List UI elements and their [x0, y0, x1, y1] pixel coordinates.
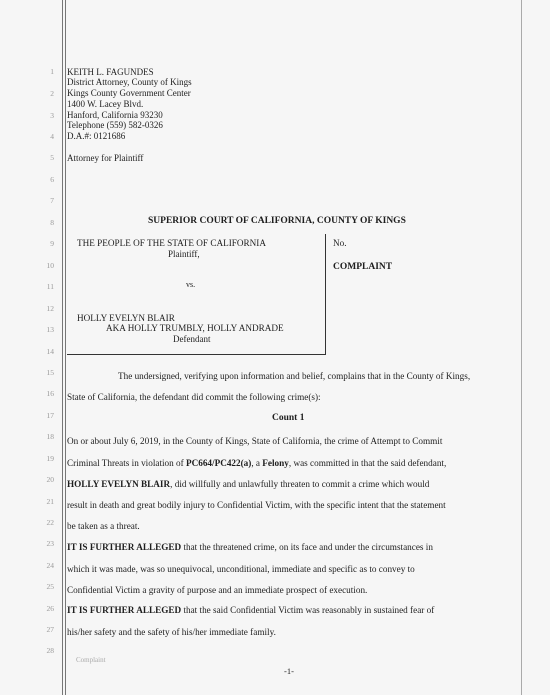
attorney-office: Kings County Government Center	[67, 88, 191, 98]
attorney-name: KEITH L. FAGUNDES	[67, 67, 154, 77]
line-number: 14	[46, 347, 54, 356]
caption-vs: vs.	[186, 280, 196, 289]
line-number: 5	[50, 153, 54, 162]
line-number: 21	[46, 497, 54, 506]
case-number-label: No.	[333, 238, 347, 248]
line-number: 9	[50, 239, 54, 248]
caption-defendant-label: Defendant	[173, 334, 211, 344]
count-line-5: be taken as a threat.	[67, 521, 140, 531]
attorney-title: District Attorney, County of Kings	[67, 77, 192, 87]
caption-aka: AKA HOLLY TRUMBLY, HOLLY ANDRADE	[106, 323, 284, 333]
caption-plaintiff-label: Plaintiff,	[168, 249, 200, 259]
penal-code: PC664/PC422(a)	[186, 458, 252, 468]
line-number: 10	[46, 261, 54, 270]
line-number: 12	[46, 304, 54, 313]
line-number: 19	[46, 454, 54, 463]
alleged-1-line-1: IT IS FURTHER ALLEGED that the threatened crime, on its face and under the circumstances in	[67, 542, 433, 552]
line-number: 11	[46, 282, 54, 291]
line-number: 22	[46, 518, 54, 527]
defendant-name: HOLLY EVELYN BLAIR	[67, 479, 171, 489]
line-number: 27	[46, 625, 54, 634]
right-margin-rule	[521, 0, 522, 695]
line-number: 17	[46, 411, 54, 420]
alleged-2-line-1: IT IS FURTHER ALLEGED that the said Confidential Victim was reasonably in sustained fear of	[67, 605, 435, 615]
count-line-2: Criminal Threats in violation of PC664/PC422(a), a Felony, was committed in that the said defendant,	[67, 458, 447, 468]
line-number: 1	[50, 67, 54, 76]
line-number: 25	[46, 582, 54, 591]
line-number: 20	[46, 475, 54, 484]
line-number: 28	[46, 646, 54, 655]
line-number: 6	[50, 175, 54, 184]
attorney-role: Attorney for Plaintiff	[67, 153, 144, 163]
left-margin-rule	[62, 0, 63, 695]
caption-defendant: HOLLY EVELYN BLAIR	[77, 313, 175, 323]
alleged-lead: IT IS FURTHER ALLEGED	[67, 542, 182, 552]
page-number: -1-	[284, 666, 294, 676]
count-heading: Count 1	[272, 413, 305, 423]
count-line-3: HOLLY EVELYN BLAIR, did willfully and unlawfully threaten to commit a crime which would	[67, 479, 430, 489]
court-title: SUPERIOR COURT OF CALIFORNIA, COUNTY OF KINGS	[148, 216, 406, 226]
offense-class: Felony	[262, 458, 289, 468]
left-margin-rule-inner	[65, 0, 66, 695]
caption-plaintiff: THE PEOPLE OF THE STATE OF CALIFORNIA	[77, 238, 266, 248]
line-number: 16	[46, 389, 54, 398]
line-number: 15	[46, 368, 54, 377]
line-number: 23	[46, 539, 54, 548]
attorney-da-number: D.A.#: 0121686	[67, 131, 126, 141]
line-number: 2	[50, 89, 54, 98]
footer-label: Complaint	[76, 656, 106, 664]
alleged-lead: IT IS FURTHER ALLEGED	[67, 605, 182, 615]
attorney-city: Hanford, California 93230	[67, 110, 163, 120]
line-number: 18	[46, 432, 54, 441]
alleged-1-line-3: Confidential Victim a gravity of purpose and an immediate prospect of execution.	[67, 585, 368, 595]
intro-line-1: The undersigned, verifying upon information and belief, complains that in the County of Kings,	[118, 371, 471, 381]
line-number: 4	[50, 132, 54, 141]
line-number: 3	[50, 111, 54, 120]
alleged-2-line-2: his/her safety and the safety of his/her immediate family.	[67, 627, 276, 637]
line-number: 13	[46, 325, 54, 334]
count-line-1: On or about July 6, 2019, in the County of Kings, State of California, the crime of Attempt to Commit	[67, 436, 443, 446]
line-number: 26	[46, 604, 54, 613]
alleged-1-line-2: which it was made, was so unequivocal, unconditional, immediate and specific as to convey to	[67, 564, 415, 574]
attorney-phone: Telephone (559) 582-0326	[67, 120, 163, 130]
line-number: 7	[50, 196, 54, 205]
line-number: 8	[50, 218, 54, 227]
intro-line-2: State of California, the defendant did commit the following crime(s):	[67, 392, 321, 402]
attorney-street: 1400 W. Lacey Blvd.	[67, 99, 144, 109]
line-number: 24	[46, 561, 54, 570]
count-line-4: result in death and great bodily injury to Confidential Victim, with the specific intent that the statement	[67, 500, 446, 510]
document-type: COMPLAINT	[333, 262, 393, 272]
